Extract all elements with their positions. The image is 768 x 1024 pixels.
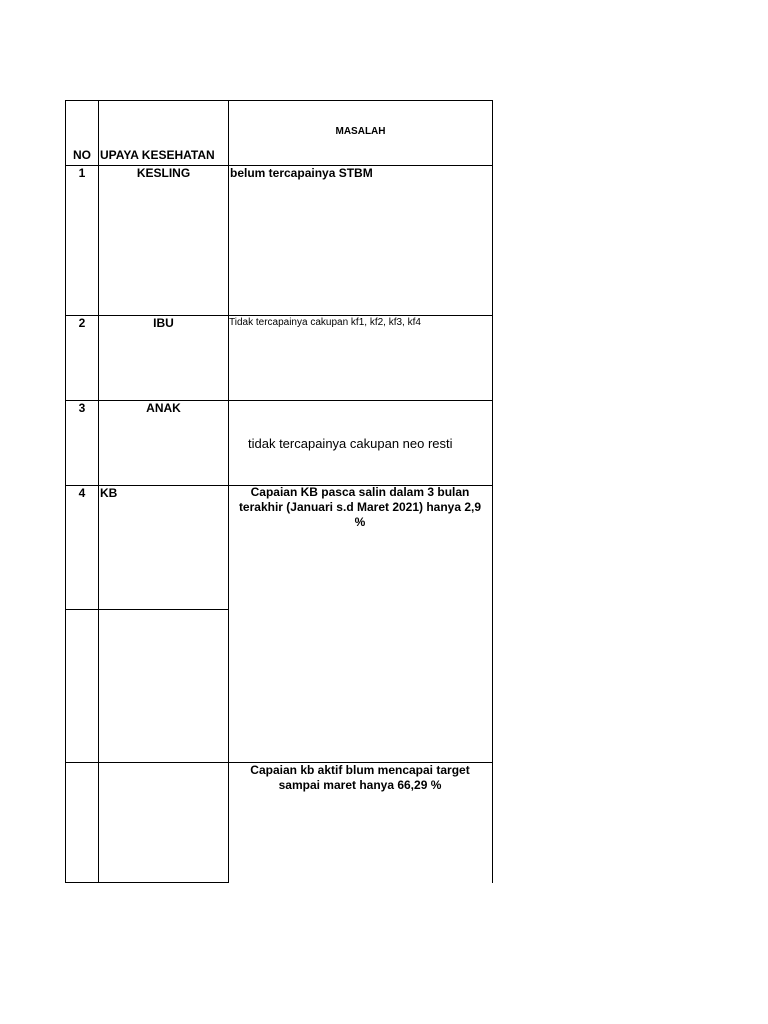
row-upaya: IBU: [153, 316, 174, 330]
row-upaya: ANAK: [146, 401, 181, 415]
row-upaya: KB: [100, 486, 118, 500]
header-no: NO: [73, 148, 91, 162]
row-masalah: Capaian KB pasca salin dalam 3 bulan terakhir (Januari s.d Maret 2021) hanya 2,9 %: [238, 485, 482, 529]
row-upaya: KESLING: [136, 166, 191, 180]
table-border-bottom: [65, 882, 229, 883]
header-masalah: MASALAH: [335, 126, 386, 137]
row-masalah: Capaian kb aktif blum mencapai target sampai maret hanya 66,29 %: [250, 763, 470, 792]
table-border-right: [492, 100, 493, 883]
row-masalah: Tidak tercapainya cakupan kf1, kf2, kf3, kf4: [229, 317, 421, 328]
row-no: 1: [78, 166, 86, 180]
table-divider-upaya-masalah: [228, 100, 229, 883]
row-masalah: belum tercapainya STBM: [230, 166, 373, 180]
table-border-top: [65, 100, 493, 101]
table-divider-no-upaya: [98, 100, 99, 883]
header-upaya-kesehatan: UPAYA KESEHATAN: [100, 148, 215, 162]
row-no: 4: [78, 486, 86, 500]
row-no: 3: [78, 401, 86, 415]
row-masalah: tidak tercapainya cakupan neo resti: [248, 436, 453, 451]
row-no: 2: [78, 316, 86, 330]
table-row-separator-partial: [65, 609, 229, 610]
